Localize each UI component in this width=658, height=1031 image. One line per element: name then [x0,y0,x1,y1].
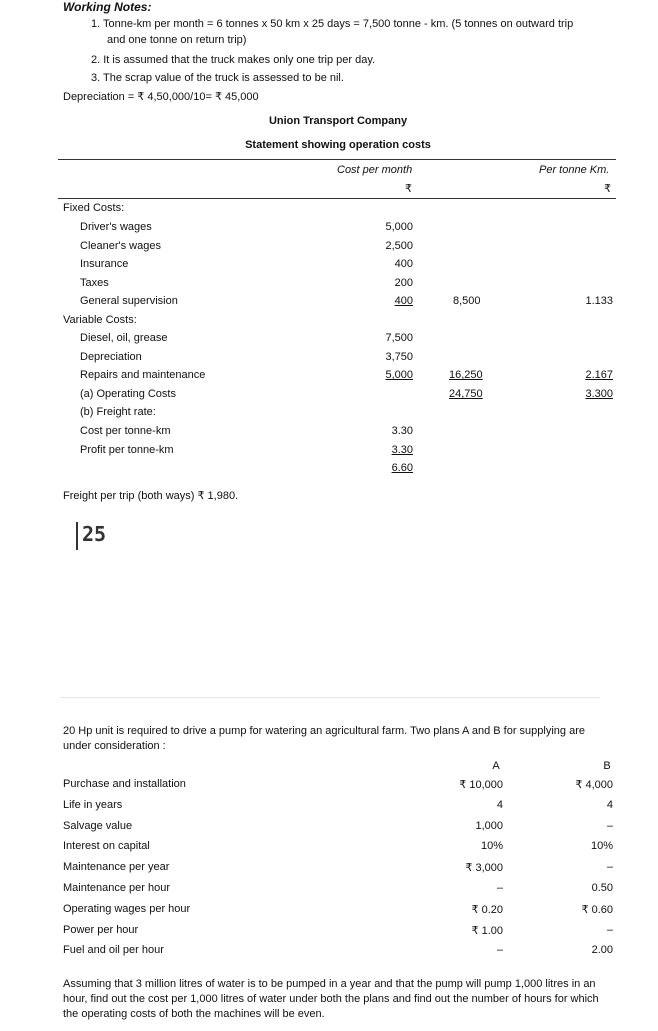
variable-row-label: Repairs and maintenance [80,369,206,381]
freight-per-trip: Freight per trip (both ways) ₹ 1,980. [63,490,239,502]
col-per-tonne-km: Per tonne Km. [539,164,610,176]
plan-b-value: ₹ 4,000 [575,779,613,791]
operating-costs-label: (a) Operating Costs [80,388,176,400]
plan-a-value: ₹ 10,000 [459,779,503,791]
variable-row-value: 7,500 [385,332,413,344]
variable-row-value: 3,750 [385,351,413,363]
plan-a-value: 4 [496,799,503,811]
freight-total: 6.60 [391,462,413,474]
plan-b-value: ₹ 0.60 [581,904,613,916]
variable-total: 16,250 [449,369,483,381]
cost-per-tonne-km-value: 3.30 [391,425,413,437]
col-b-header: B [603,760,611,772]
cost-per-tonne-km-label: Cost per tonne-km [80,425,171,437]
plan-b-value: 2.00 [591,944,613,956]
fixed-row-label: Driver's wages [80,221,152,233]
operating-total: 24,750 [449,388,483,400]
note-1-line-2: and one tonne on return trip) [107,34,247,46]
variable-per-tonne: 2.167 [585,369,613,381]
note-3: 3. The scrap value of the truck is assessed to be nil. [91,72,344,84]
variable-costs-heading: Variable Costs: [63,314,137,326]
plan-b-value: – [606,861,613,873]
rupee-symbol-tonne: ₹ [604,183,611,195]
problem-question: Assuming that 3 million litres of water is to be pumped in a year and that the pump will pump 1,000 litres in an hour, find out the cost per 1,000 litres of water under both the plans and find out the number of hours for which the operating costs of both the machines will be even. [63,978,599,1020]
plan-row-label: Maintenance per hour [63,882,171,894]
fixed-row-value: 200 [394,277,413,289]
fixed-row-value: 2,500 [385,240,413,252]
fixed-row-label: Cleaner's wages [80,240,161,252]
header-rule-bottom [58,198,616,199]
page-number: 25 [82,522,107,546]
plan-a-value: ₹ 3,000 [465,862,503,874]
operating-per-tonne: 3.300 [585,388,613,400]
plan-row-label: Power per hour [63,924,139,936]
plan-a-value: – [496,944,503,956]
fixed-row-value: 400 [394,295,413,307]
problem-intro: 20 Hp unit is required to drive a pump for watering an agricultural farm. Two plans A and B for supplying are under consideration : [63,725,585,752]
rupee-symbol-month: ₹ [405,183,412,195]
plan-row-label: Purchase and installation [63,778,186,790]
col-cost-per-month: Cost per month [337,164,413,176]
plan-a-value: ₹ 0.20 [471,904,503,916]
note-2: 2. It is assumed that the truck makes only one trip per day. [91,54,376,66]
variable-row-label: Diesel, oil, grease [80,332,168,344]
plan-b-value: – [606,820,613,832]
plan-b-value: 0.50 [591,882,613,894]
plan-row-label: Salvage value [63,820,133,832]
fixed-total: 8,500 [453,295,481,307]
statement-title: Statement showing operation costs [245,139,431,151]
plan-a-value: ₹ 1.00 [471,925,503,937]
plan-row-label: Fuel and oil per hour [63,944,164,956]
fixed-row-label: General supervision [80,295,178,307]
col-a-header: A [492,760,500,772]
fixed-costs-heading: Fixed Costs: [63,202,125,214]
fixed-row-value: 400 [394,258,413,270]
fixed-row-value: 5,000 [385,221,413,233]
fixed-per-tonne: 1.133 [585,295,613,307]
variable-row-value: 5,000 [385,369,413,381]
profit-per-tonne-km-label: Profit per tonne-km [80,444,174,456]
plan-b-value: 4 [606,799,613,811]
plan-a-value: 1,000 [475,820,503,832]
plan-row-label: Operating wages per hour [63,903,191,915]
plan-row-label: Maintenance per year [63,861,170,873]
plan-row-label: Life in years [63,799,123,811]
freight-rate-label: (b) Freight rate: [80,406,156,418]
profit-per-tonne-km-value: 3.30 [391,444,413,456]
plan-b-value: – [606,924,613,936]
variable-row-label: Depreciation [80,351,142,363]
plan-a-value: – [496,882,503,894]
working-notes-heading: Working Notes: [63,0,152,14]
fixed-row-label: Taxes [80,277,109,289]
plan-b-value: 10% [590,840,613,852]
plan-row-label: Interest on capital [63,840,150,852]
company-name: Union Transport Company [268,115,408,127]
note-1-line-1: 1. Tonne-km per month = 6 tonnes x 50 km x 25 days = 7,500 tonne - km. (5 tonnes on outward trip [91,18,574,30]
plan-a-value: 10% [480,840,503,852]
fixed-row-label: Insurance [80,258,129,270]
page-break-rule [60,697,600,698]
page-number-bar [76,522,78,550]
header-rule [58,159,616,160]
depreciation-note: Depreciation = ₹ 4,50,000/10= ₹ 45,000 [63,91,259,103]
